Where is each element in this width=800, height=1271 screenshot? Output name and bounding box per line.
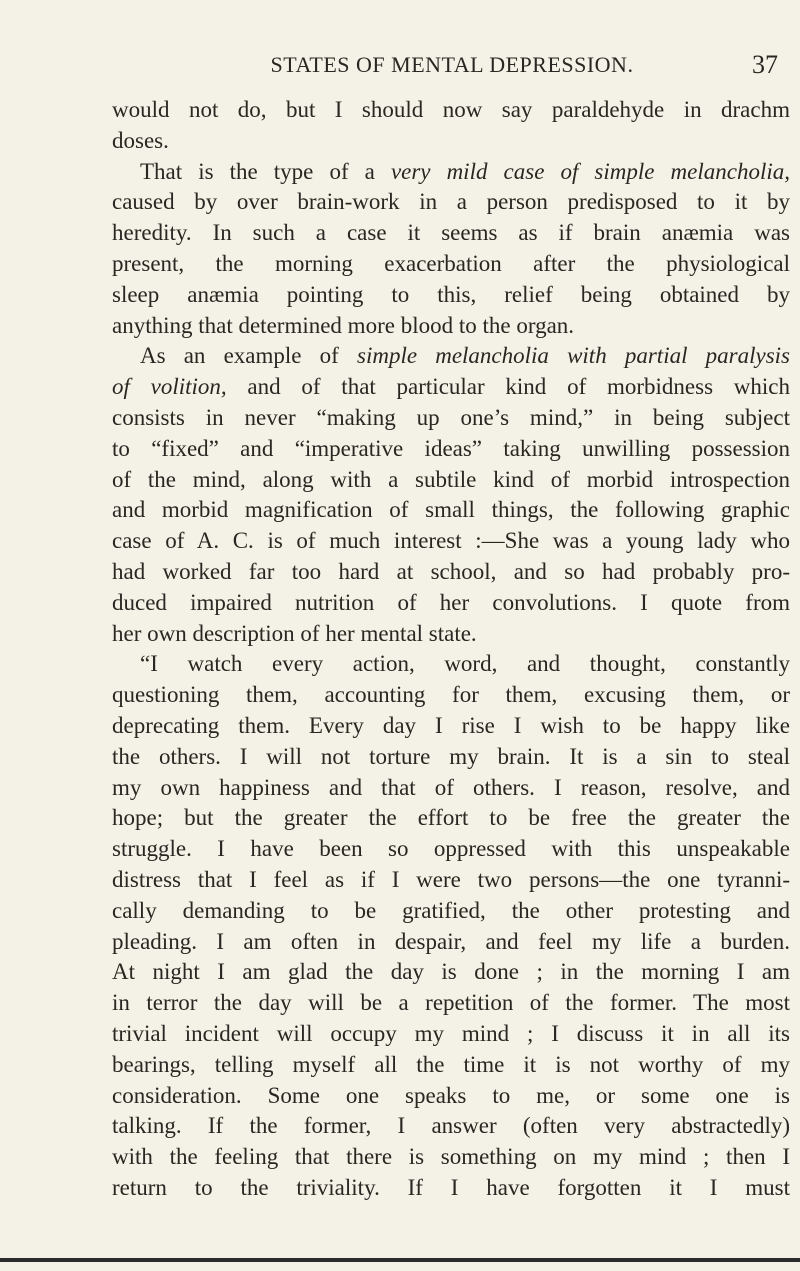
chapter-title: STATES OF MENTAL DEPRESSION. [270,52,634,77]
text-line [112,1142,790,1173]
text-line [112,649,790,680]
text-segment: trivial incident will occupy my mind ; I discuss it in all its [112,1020,790,1046]
text-line [112,865,790,896]
text-line [112,588,790,619]
text-segment: consideration. Some one speaks to me, or some one is [112,1082,790,1108]
text-line [112,957,790,988]
text-segment: That is the type of a [140,158,391,184]
text-segment: would not do, but I should now say paraldehyde in drachm [112,97,790,122]
text-line [112,187,790,218]
text-segment: talking. If the former, I answer (often very abstractedly) [112,1113,790,1139]
italic-text: very mild case of simple melancholia, [390,158,790,184]
text-segment: caused by over brain-work in a person predisposed to it by [112,189,790,215]
text-line [112,619,790,650]
text-line [112,403,790,434]
text-line [112,1019,790,1050]
text-line [112,1081,790,1112]
text-segment: cally demanding to be gratified, the other protesting and [112,897,790,923]
text-line [112,896,790,927]
text-segment: bearings, telling myself all the time it is not worthy of my [112,1051,790,1077]
text-line [112,311,790,342]
text-segment: At night I am glad the day is done ; in the morning I am [112,959,790,985]
text-line [112,927,790,958]
italic-text: simple melancholia with partial paralysis [357,343,790,369]
text-line [112,1111,790,1142]
text-segment: in terror the day will be a repetition of the former. The most [112,990,790,1016]
text-segment: pleading. I am often in despair, and feel my life a burden. [112,928,790,954]
text-segment: with the feeling that there is something on my mind ; then I [112,1144,790,1170]
text-line [112,1173,790,1204]
text-segment: had worked far too hard at school, and so had probably pro- [112,558,790,584]
text-segment: heredity. In such a case it seems as if brain anæmia was [112,220,790,246]
text-line [112,742,790,773]
text-segment: consists in never “making up one’s mind,” in being subject [112,404,790,430]
text-line [112,557,790,588]
text-segment: questioning them, accounting for them, excusing them, or [112,682,790,708]
text-segment: sleep anæmia pointing to this, relief being obtained by [112,281,790,307]
text-segment: hope; but the greater the effort to be free the greater the [112,805,790,831]
text-segment: of the mind, along with a subtile kind of morbid introspection [112,466,790,492]
running-header [112,50,792,90]
text-line [112,711,790,742]
text-line [112,1050,790,1081]
text-line [112,372,790,403]
text-line [112,280,790,311]
text-line [112,803,790,834]
text-line [112,126,790,157]
body-text [112,95,790,1204]
italic-text: of volition, [112,374,227,400]
text-segment: return to the triviality. If I have forgotten it I must [112,1174,790,1200]
text-line [112,157,790,188]
text-segment: my own happiness and that of others. I reason, resolve, and [112,774,790,800]
text-segment: anything that determined more blood to the organ. [112,312,575,338]
text-segment: present, the morning exacerbation after the physiological [112,250,790,276]
text-segment: doses. [112,127,169,153]
text-line [112,465,790,496]
text-segment: duced impaired nutrition of her convolutions. I quote from [112,589,790,615]
text-line [112,434,790,465]
text-segment: case of A. C. is of much interest :—She was a young lady who [112,528,790,554]
text-segment: struggle. I have been so oppressed with this unspeakable [112,836,790,862]
text-segment: her own description of her mental state. [112,620,477,646]
text-line [112,988,790,1019]
text-line [112,680,790,711]
text-segment: the others. I will not torture my brain. It is a sin to steal [112,743,790,769]
text-line [112,495,790,526]
text-line [112,526,790,557]
text-line [112,773,790,804]
text-segment: deprecating them. Every day I rise I wish to be happy like [112,712,790,738]
text-line [112,218,790,249]
text-segment: and morbid magnification of small things, the following graphic [112,497,790,523]
text-line [112,341,790,372]
text-line [112,834,790,865]
text-segment: As an example of [140,343,357,369]
page-number: 37 [752,50,778,79]
text-line [112,95,790,126]
bottom-edge-rule [0,1258,800,1262]
text-segment: and of that particular kind of morbidness which [226,374,790,400]
text-line [112,249,790,280]
text-segment: to “fixed” and “imperative ideas” taking unwilling possession [112,435,790,461]
text-segment: “I watch every action, word, and thought, constantly [140,651,790,677]
text-segment: distress that I feel as if I were two persons—the one tyranni- [112,866,790,892]
